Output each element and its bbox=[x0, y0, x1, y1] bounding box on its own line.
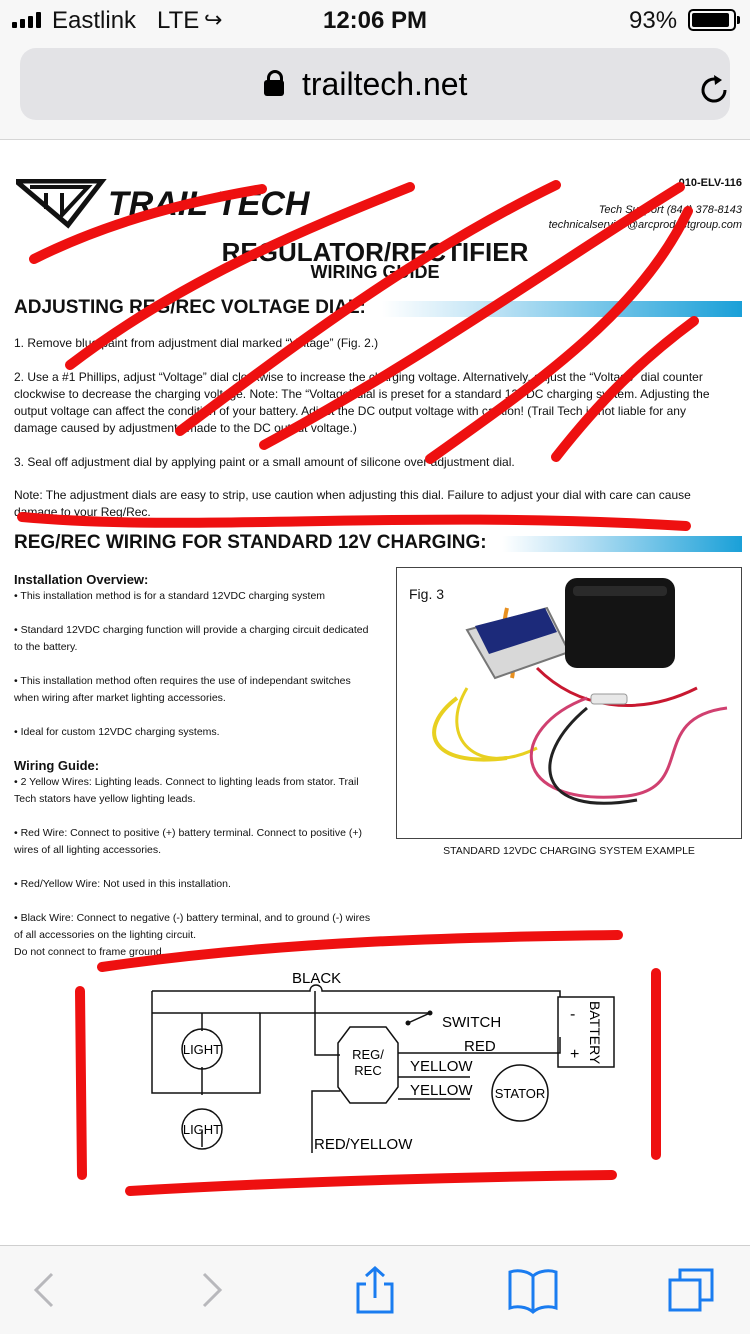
overview-heading: Installation Overview: bbox=[14, 572, 149, 587]
list-item: • Ideal for custom 12VDC charging systems. bbox=[14, 726, 220, 738]
label-battery: BATTERY bbox=[587, 1001, 603, 1065]
label-light-1: LIGHT bbox=[182, 1042, 222, 1057]
support-email: technicalservice@arcproductgroup.com bbox=[548, 219, 742, 231]
reload-icon[interactable] bbox=[696, 72, 732, 108]
label-yellow-2: YELLOW bbox=[410, 1082, 473, 1099]
tabs-icon[interactable] bbox=[666, 1266, 716, 1314]
bookmarks-icon[interactable] bbox=[508, 1266, 558, 1314]
label-stator: STATOR bbox=[494, 1086, 546, 1101]
label-switch: SWITCH bbox=[442, 1014, 502, 1031]
document-subtitle: WIRING GUIDE bbox=[310, 262, 440, 282]
call-forwarding-icon: ↪ bbox=[204, 7, 223, 32]
list-item: • Black Wire: Connect to negative (-) battery terminal, and to ground (-) wires of all accessories on the lighting circuit. bbox=[14, 912, 371, 941]
list-item: • 2 Yellow Wires: Lighting leads. Connect to lighting leads from stator. Trail Tech stators have yellow lighting leads. bbox=[14, 776, 359, 805]
document-page[interactable] bbox=[0, 141, 750, 1245]
wiring-heading: Wiring Guide: bbox=[14, 758, 100, 773]
installation-overview bbox=[14, 571, 374, 741]
label-plus: + bbox=[570, 1046, 580, 1063]
network-type: LTE bbox=[157, 7, 200, 34]
trail-tech-logo bbox=[16, 179, 336, 229]
list-item: • This installation method often requires the use of independant switches when wiring after market lighting accessories. bbox=[14, 675, 351, 704]
section-heading: REG/REC WIRING FOR STANDARD 12V CHARGING: bbox=[14, 532, 493, 554]
list-item: • Red Wire: Connect to positive (+) battery terminal. Connect to positive (+) wires of all lighting accessories. bbox=[14, 827, 362, 856]
label-red: RED bbox=[464, 1038, 496, 1055]
list-item: • Red/Yellow Wire: Not used in this installation. bbox=[14, 878, 231, 890]
step-1: 1. Remove blue paint from adjustment dial marked “Voltage” (Fig. 2.) bbox=[14, 336, 379, 350]
label-yellow-1: YELLOW bbox=[410, 1058, 473, 1075]
address-bar[interactable] bbox=[20, 48, 730, 120]
label-redyellow: RED/YELLOW bbox=[314, 1136, 413, 1153]
label-regrec-2: REC bbox=[354, 1063, 382, 1078]
label-minus: - bbox=[570, 1006, 576, 1023]
back-icon[interactable] bbox=[20, 1266, 70, 1314]
section-wiring bbox=[0, 532, 750, 554]
status-bar bbox=[0, 0, 750, 40]
carrier-name: Eastlink bbox=[52, 7, 137, 34]
wiring-diagram bbox=[140, 967, 630, 1167]
battery-percent: 93% bbox=[629, 7, 678, 34]
forward-icon[interactable] bbox=[186, 1266, 236, 1314]
step-3: 3. Seal off adjustment dial by applying paint or a small amount of silicone over adjustment dial. bbox=[14, 455, 515, 469]
wiring-guide bbox=[14, 757, 374, 961]
list-item: • This installation method is for a standard 12VDC charging system bbox=[14, 590, 326, 602]
contact-info bbox=[549, 203, 742, 233]
section-bar bbox=[502, 536, 742, 552]
browser-header bbox=[0, 40, 750, 140]
figure-caption: STANDARD 12VDC CHARGING SYSTEM EXAMPLE bbox=[443, 845, 695, 857]
document-number: 010-ELV-116 bbox=[678, 177, 742, 189]
brand-text: TRAIL TECH bbox=[108, 185, 310, 223]
label-light-2: LIGHT bbox=[182, 1122, 222, 1137]
browser-toolbar bbox=[0, 1245, 750, 1334]
document-title: REGULATOR/RECTIFIER bbox=[221, 237, 529, 267]
figure-label: Fig. 3 bbox=[409, 586, 445, 602]
section-heading: ADJUSTING REG/REC VOLTAGE DIAL: bbox=[14, 297, 372, 319]
list-item: Do not connect to frame ground. bbox=[14, 946, 165, 958]
list-item: • Standard 12VDC charging function will provide a charging circuit dedicated to the battery. bbox=[14, 624, 369, 653]
figure-3 bbox=[396, 567, 742, 839]
url-text[interactable]: trailtech.net bbox=[302, 66, 468, 102]
regulator-photo bbox=[397, 568, 741, 838]
section-bar bbox=[382, 301, 742, 317]
label-regrec-1: REG/ bbox=[352, 1047, 384, 1062]
support-phone: Tech Support (844) 378-8143 bbox=[598, 204, 742, 216]
share-icon[interactable] bbox=[350, 1266, 400, 1314]
label-black: BLACK bbox=[292, 970, 342, 987]
caution-note: Note: The adjustment dials are easy to strip, use caution when adjusting this dial. Failure to adjust your dial with care can cause damage to your Reg/Rec. bbox=[14, 488, 691, 519]
section-voltage-dial bbox=[0, 297, 750, 319]
clock: 12:06 PM bbox=[322, 7, 428, 34]
step-2: 2. Use a #1 Phillips, adjust “Voltage” dial clockwise to increase the charging voltage. Alternatively, adjust the “Voltage” dial counter clockwise to decrease the charging voltage. Note: The “Voltage” dial is preset for a standard 12VDC charging system. Adjusting the output voltage can affect the condition of your battery. Adjust the DC output voltage with caution! (Trail Tech is not liable for any damage caused by adjustments made to the DC output voltage.) bbox=[14, 370, 710, 435]
lock-icon bbox=[264, 80, 284, 96]
battery-icon bbox=[688, 9, 736, 31]
